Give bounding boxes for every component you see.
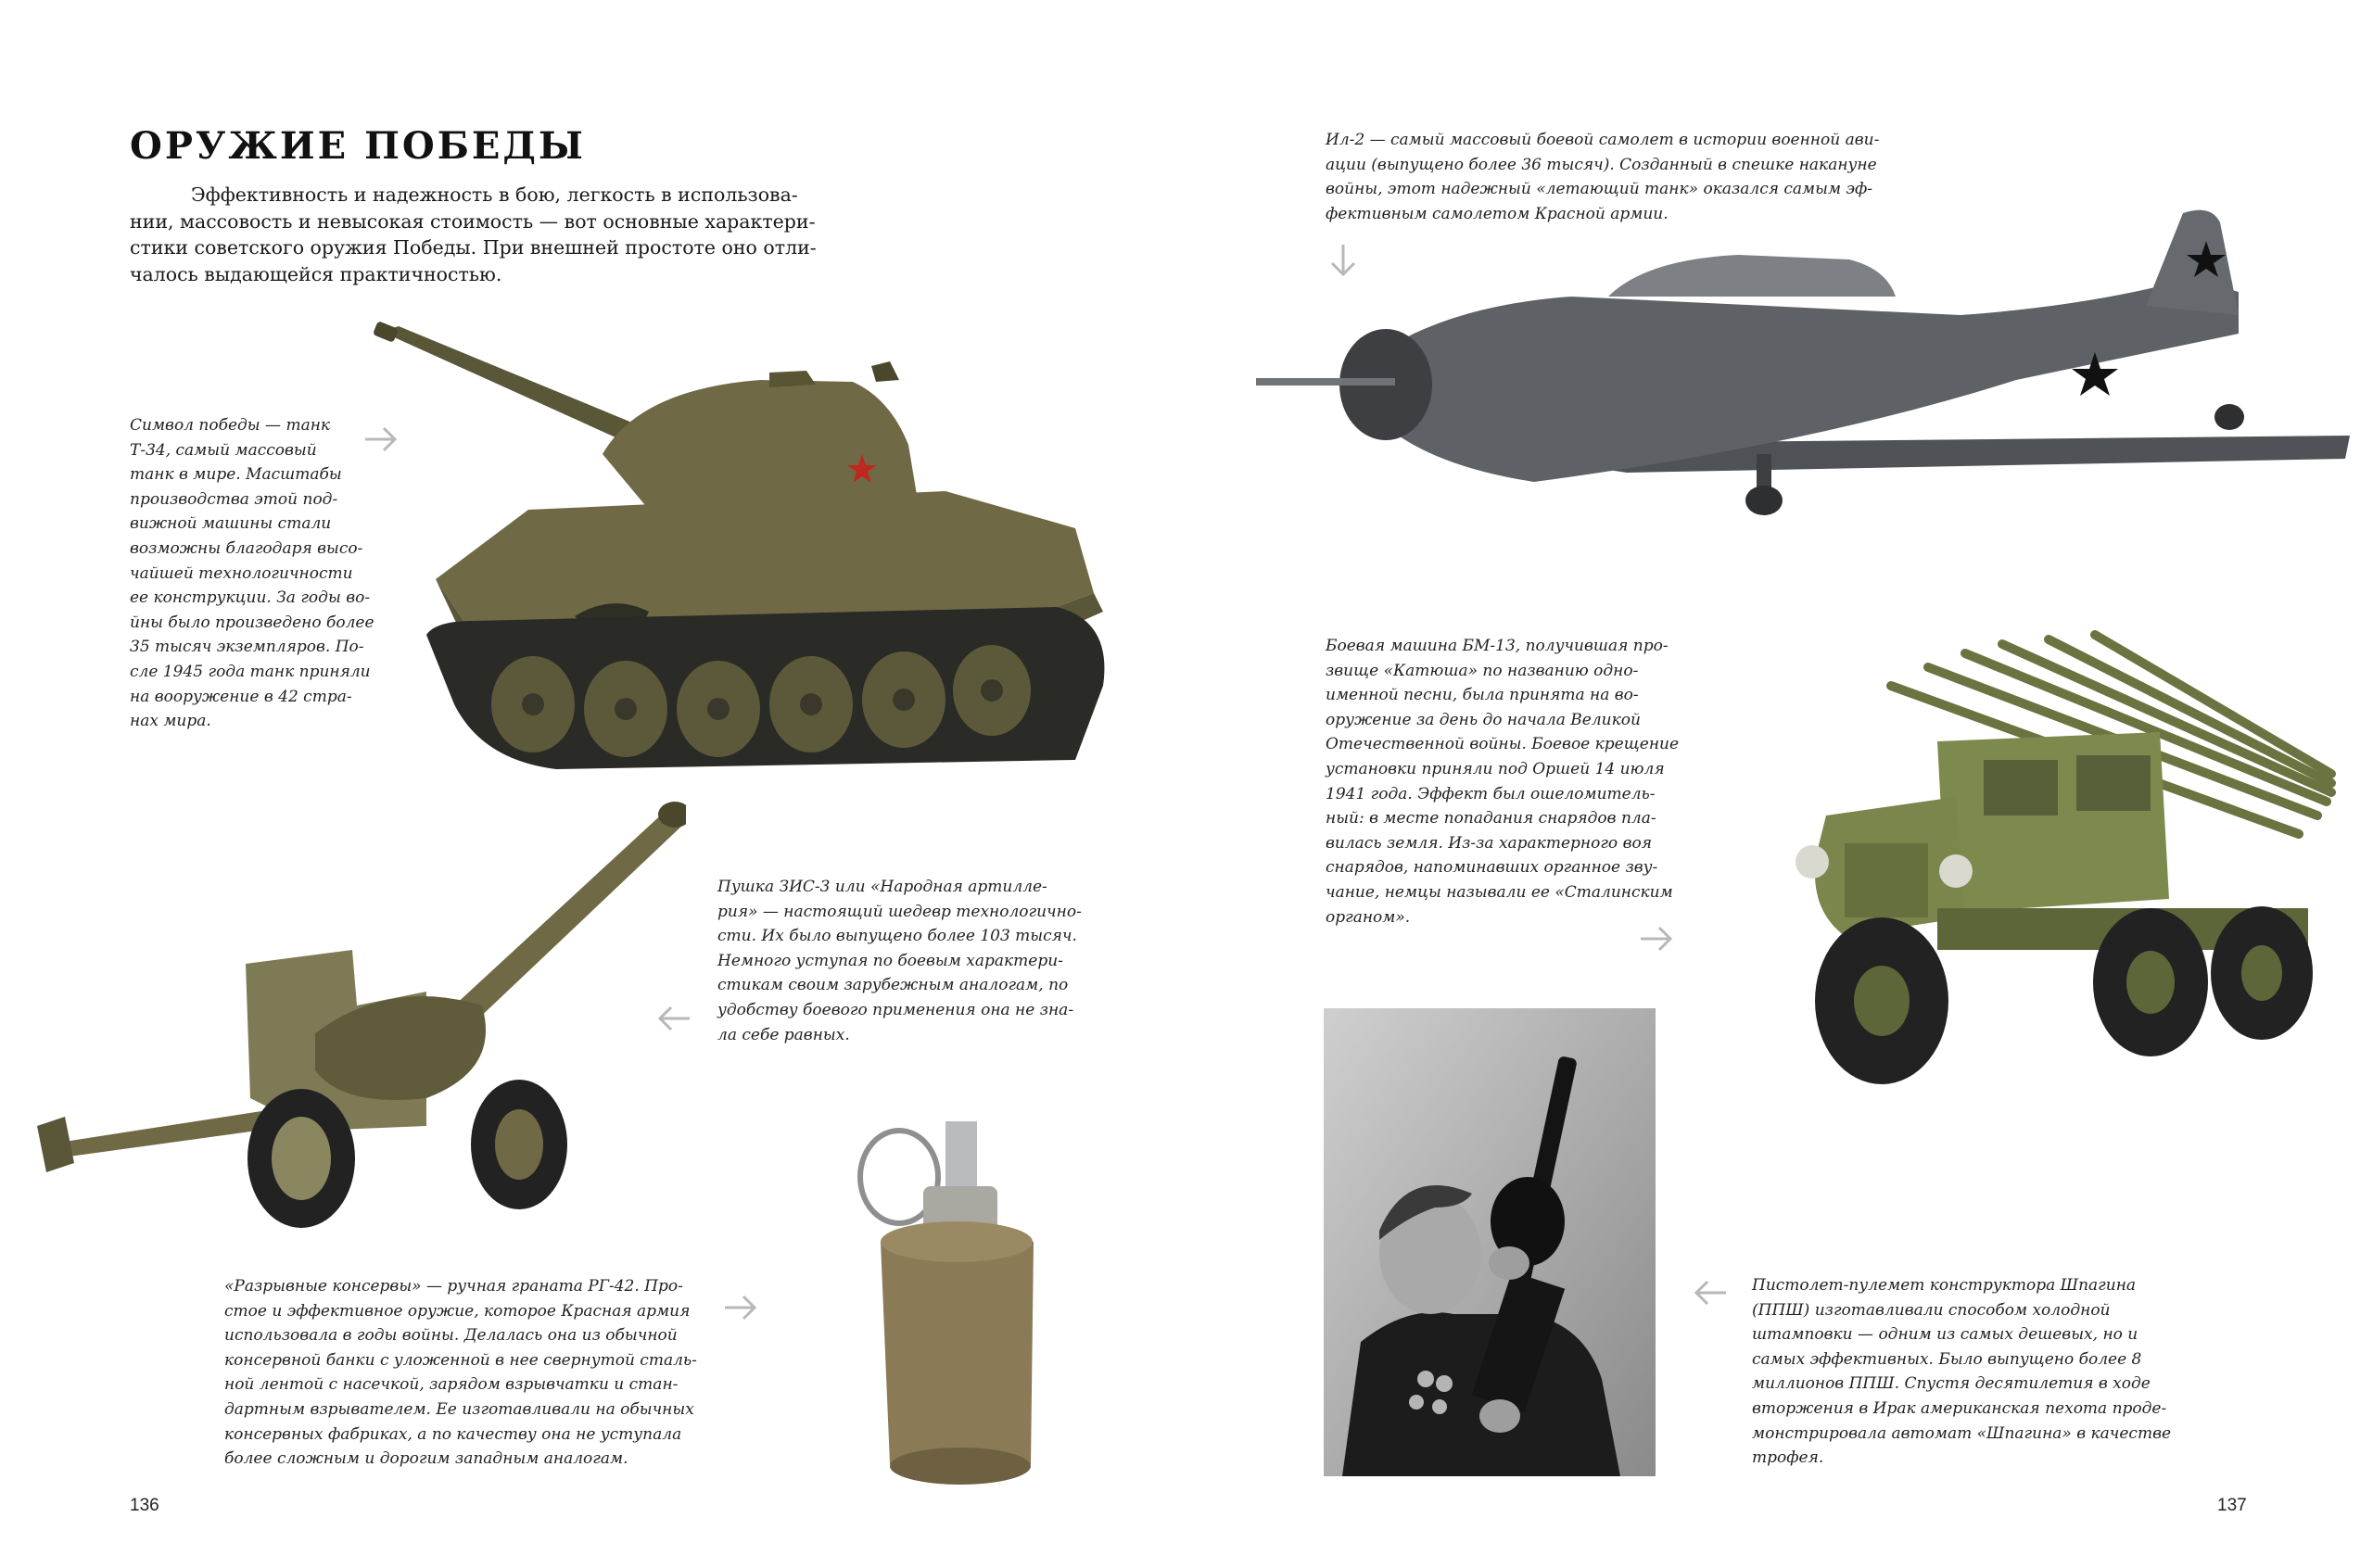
intro-line: Эффективность и надежность в бою, легкость в использова-: [191, 183, 798, 206]
caption-line: Пистолет-пулемет конструктора Шпагина: [1752, 1276, 2137, 1295]
caption-line: именной песни, была принята на во-: [1326, 686, 1639, 705]
zis3-caption: [717, 875, 1082, 1047]
intro-paragraph: [130, 182, 834, 287]
caption-line: использовала в годы войны. Делалась она из обычной: [224, 1326, 678, 1346]
arrow-left-icon: [656, 1001, 692, 1036]
caption-line: стое и эффективное оружие, которое Красная армия: [224, 1301, 691, 1321]
caption-line: Боевая машина БМ-13, получившая про-: [1326, 637, 1669, 655]
rg42-grenade-image: [834, 1112, 1057, 1501]
caption-line: штамповки — одним из самых дешевых, но и: [1752, 1325, 2138, 1345]
caption-line: монстрировала автомат «Шпагина» в качестве: [1752, 1423, 2172, 1443]
caption-line: сле 1945 года танк приняли: [130, 662, 371, 681]
caption-line: рия» — настоящий шедевр технологично-: [717, 902, 1082, 921]
caption-line: нах мира.: [130, 712, 211, 731]
caption-line: ации (выпущено более 36 тысяч). Созданный в спешке накануне: [1326, 155, 1877, 174]
rg42-caption: [224, 1274, 697, 1472]
caption-line: возможны благодаря высо-: [130, 538, 363, 558]
caption-line: йны было произведено более: [130, 613, 374, 632]
caption-line: чайшей технологичности: [130, 563, 353, 583]
ppsh-photo-image: [1324, 1008, 1656, 1476]
caption-line: войны, этот надежный «летающий танк» оказался самым эф-: [1326, 180, 1873, 199]
caption-line: органом».: [1326, 907, 1411, 927]
caption-line: «Разрывные консервы» — ручная граната РГ-42. Про-: [224, 1277, 683, 1296]
caption-line: ный: в месте попадания снарядов пла-: [1326, 809, 1656, 828]
caption-line: танк в мире. Масштабы: [130, 465, 342, 485]
caption-line: вторжения в Ирак американская пехота проде-: [1752, 1398, 2167, 1418]
caption-line: звище «Катюша» по названию одно-: [1326, 661, 1639, 680]
caption-line: ла себе равных.: [717, 1025, 850, 1044]
page-number-left: 136: [130, 1496, 159, 1515]
caption-line: Пушка ЗИС-3 или «Народная артилле-: [717, 878, 1047, 896]
caption-line: вижной машины стали: [130, 514, 332, 534]
caption-line: вилась земля. Из-за характерного воя: [1326, 833, 1652, 853]
arrow-left-icon: [1693, 1275, 1728, 1310]
page-number-right: 137: [2217, 1496, 2247, 1515]
caption-line: ной лентой с насечкой, зарядом взрывчатки и стан-: [224, 1375, 679, 1395]
caption-line: миллионов ППШ. Спустя десятилетия в ходе: [1752, 1374, 2151, 1394]
zis3-gun-image: [37, 792, 686, 1246]
caption-line: 35 тысяч экземпляров. По-: [130, 638, 364, 657]
caption-line: стикам своим зарубежным аналогам, по: [717, 976, 1069, 995]
intro-line: стики советского оружия Победы. При внешней простоте оно отли-: [130, 236, 817, 259]
caption-line: ее конструкции. За годы во-: [130, 588, 371, 608]
page-title: ОРУЖИЕ ПОБЕДЫ: [130, 124, 586, 168]
caption-line: Ил-2 — самый массовый боевой самолет в истории военной ави-: [1326, 131, 1880, 149]
t34-caption: [130, 413, 374, 734]
caption-line: оружение за день до начала Великой: [1326, 710, 1641, 729]
caption-line: сти. Их было выпущено более 103 тысяч.: [717, 927, 1077, 946]
t34-tank-image: [371, 315, 1122, 788]
caption-line: дартным взрывателем. Ее изготавливали на обычных: [224, 1399, 694, 1419]
caption-line: Немного уступая по боевым характери-: [717, 951, 1063, 970]
caption-line: Отечественной войны. Боевое крещение: [1326, 735, 1680, 754]
bm13-caption: [1326, 634, 1679, 929]
arrow-right-icon: [1639, 921, 1674, 956]
caption-line: производства этой под-: [130, 489, 338, 509]
ppsh-caption: [1752, 1273, 2171, 1471]
caption-line: чание, немцы называли ее «Сталинским: [1326, 882, 1673, 902]
bm13-katyusha-image: [1724, 630, 2336, 1112]
caption-line: 1941 года. Эффект был ошеломитель-: [1326, 784, 1656, 803]
caption-line: более сложным и дорогим западным аналогам.: [224, 1449, 628, 1469]
caption-line: фективным самолетом Красной армии.: [1326, 204, 1669, 223]
intro-line: чалось выдающейся практичностью.: [130, 262, 502, 285]
caption-line: Т-34, самый массовый: [130, 440, 317, 460]
caption-line: консервной банки с уложенной в нее свернутой сталь-: [224, 1350, 697, 1370]
caption-line: снарядов, напоминавших органное зву-: [1326, 858, 1658, 878]
caption-line: (ППШ) изготавливали способом холодной: [1752, 1300, 2111, 1320]
il2-plane-image: [1256, 204, 2350, 519]
arrow-right-icon: [723, 1290, 758, 1325]
caption-line: самых эффективных. Было выпущено более 8: [1752, 1349, 2142, 1369]
intro-line: нии, массовость и невысокая стоимость — вот основные характери-: [130, 209, 816, 233]
caption-line: установки приняли под Оршей 14 июля: [1326, 759, 1665, 778]
caption-line: на вооружение в 42 стра-: [130, 687, 352, 706]
caption-line: Символ победы — танк: [130, 416, 331, 435]
caption-line: трофея.: [1752, 1448, 1824, 1468]
caption-line: консервных фабриках, а по качеству она не уступала: [224, 1424, 682, 1444]
caption-line: удобству боевого применения она не зна-: [717, 1000, 1074, 1019]
